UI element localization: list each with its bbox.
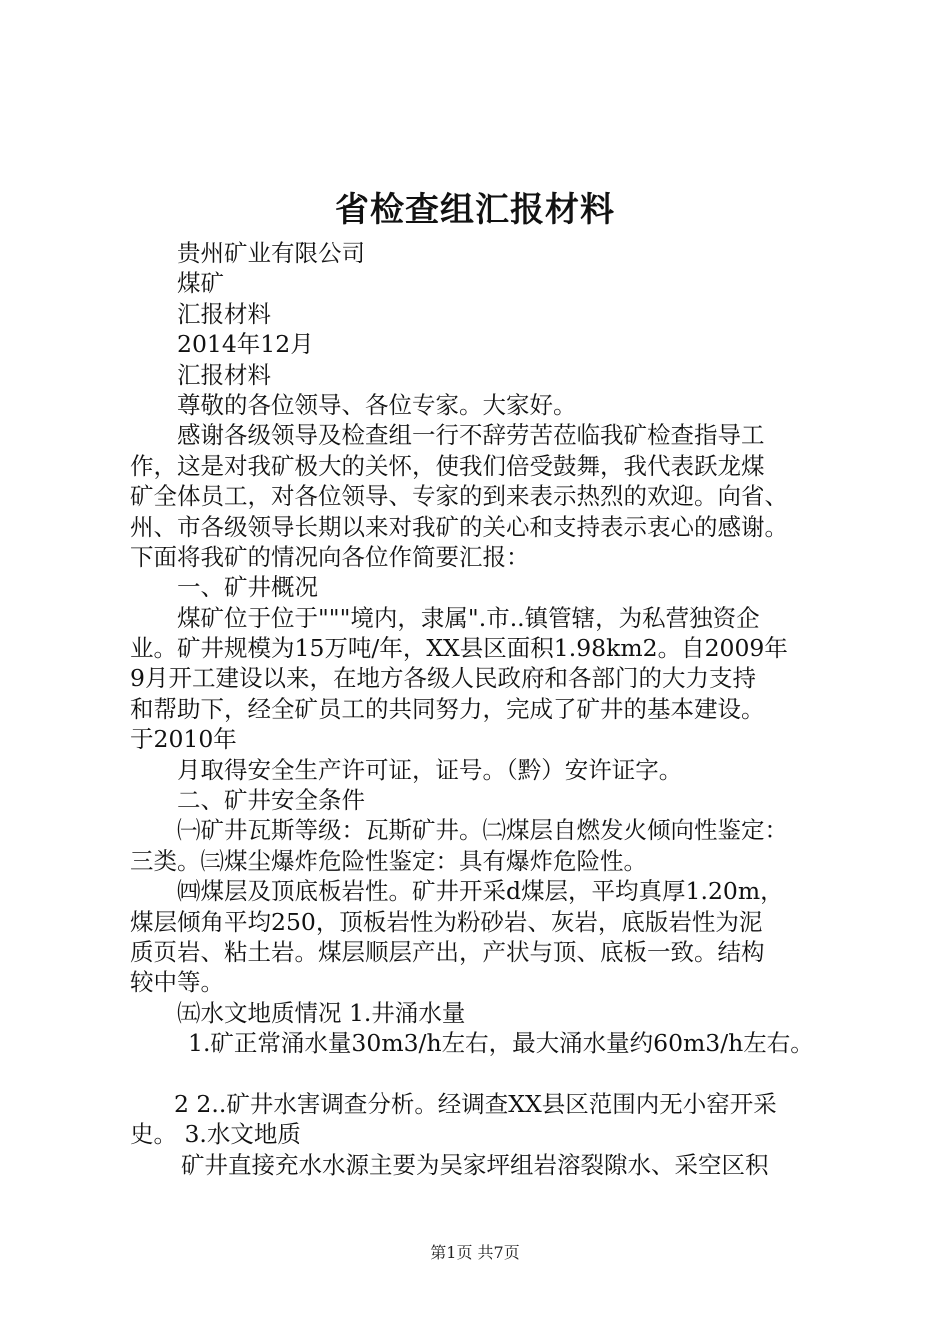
paragraph-line: 月取得安全生产许可证，证号。（黔）安许证字。 xyxy=(177,755,683,784)
paragraph-line: 质页岩、粘土岩。煤层顺层产出，产状与顶、底板一致。结构 xyxy=(130,937,765,966)
paragraph-line: 2 2..矿井水害调查分析。经调查XX县区范围内无小窑开采 xyxy=(174,1089,777,1118)
paragraph-line: 二、矿井安全条件 xyxy=(177,786,365,815)
paragraph-line xyxy=(130,1059,830,1089)
paragraph-line: 煤矿位于位于"""境内，隶属".市..镇管辖，为私营独资企 xyxy=(177,603,760,632)
paragraph-line: 贵州矿业有限公司 xyxy=(177,239,365,267)
document-title: 省检查组汇报材料 xyxy=(335,190,615,230)
paragraph-line: 三类。㈢煤尘爆炸危险性鉴定：具有爆炸危险性。 xyxy=(130,846,647,875)
paragraph-line: 汇报材料 xyxy=(177,360,271,389)
paragraph-line: ㈠矿井瓦斯等级：瓦斯矿井。㈡煤层自燃发火倾向性鉴定： xyxy=(177,816,788,845)
paragraph-line: 州、市各级领导长期以来对我矿的关心和支持表示衷心的感谢。 xyxy=(130,512,788,541)
paragraph-line: 较中等。 xyxy=(130,968,224,997)
paragraph-line: 尊敬的各位领导、各位专家。大家好。 xyxy=(177,390,577,419)
paragraph-line: 感谢各级领导及检查组一行不辞劳苦莅临我矿检查指导工 xyxy=(177,421,765,450)
paragraph-line: 矿井直接充水水源主要为吴家坪组岩溶裂隙水、采空区积 xyxy=(181,1150,769,1179)
paragraph-line: 和帮助下，经全矿员工的共同努力，完成了矿井的基本建设。 xyxy=(130,694,765,723)
paragraph-line: ㈣煤层及顶底板岩性。矿井开采d煤层，平均真厚1.20m， xyxy=(177,877,784,906)
paragraph-line: 矿全体员工，对各位领导、专家的到来表示热烈的欢迎。向省、 xyxy=(130,482,788,511)
paragraph-line: 2014年12月 xyxy=(177,330,314,359)
paragraph-line: 作，这是对我矿极大的关怀，使我们倍受鼓舞，我代表跃龙煤 xyxy=(130,451,765,480)
paragraph-line: 史。 3.水文地质 xyxy=(130,1120,301,1149)
page-footer: 第1页 共7页 xyxy=(430,1243,520,1262)
paragraph-line: ㈤水文地质情况 1.井涌水量 xyxy=(177,998,466,1027)
paragraph-line: 业。矿井规模为15万吨/年，XX县区面积1.98km2。自2009年 xyxy=(130,634,788,663)
paragraph-line: 一、矿井概况 xyxy=(177,573,318,602)
document-body xyxy=(130,238,830,1180)
paragraph-line: 1.矿正常涌水量30m3/h左右，最大涌水量约60m3/h左右。 xyxy=(188,1029,814,1058)
paragraph-line: 下面将我矿的情况向各位作简要汇报： xyxy=(130,542,530,571)
paragraph-line: 煤矿 xyxy=(177,269,224,298)
paragraph-line: 汇报材料 xyxy=(177,299,271,328)
paragraph-line: 9月开工建设以来，在地方各级人民政府和各部门的大力支持 xyxy=(130,664,756,693)
paragraph-line: 煤层倾角平均250，顶板岩性为粉砂岩、灰岩，底版岩性为泥 xyxy=(130,907,763,936)
paragraph-line: 于2010年 xyxy=(130,725,237,754)
